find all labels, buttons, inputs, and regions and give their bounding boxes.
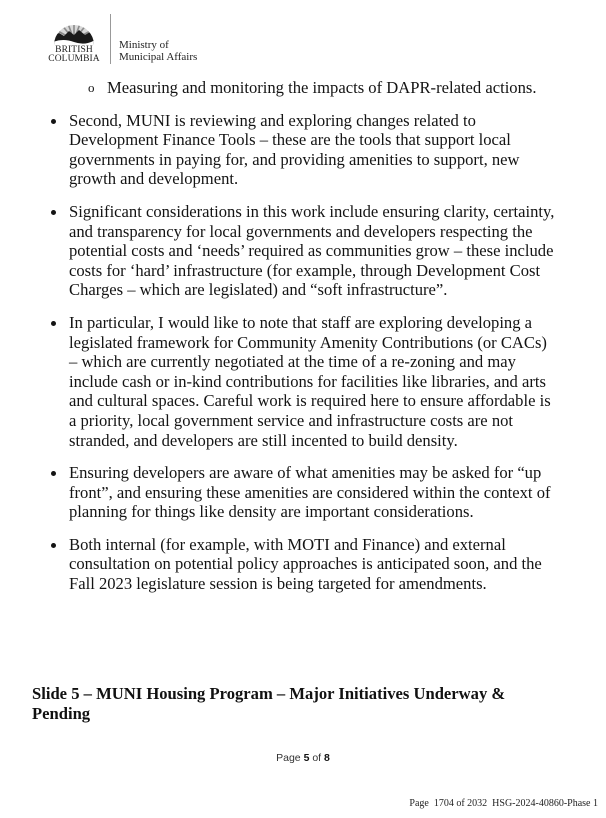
section-heading: Slide 5 – MUNI Housing Program – Major Initiatives Underway & Pending [32, 684, 506, 723]
document-body [0, 78, 606, 594]
bullet-dot-icon [51, 321, 56, 326]
page-total: 8 [324, 752, 330, 764]
bc-wordmark-british: BRITISH [55, 45, 93, 55]
bullet-dot-icon [51, 543, 56, 548]
page-label: Page [276, 752, 301, 764]
bc-government-logo [46, 14, 197, 64]
logo-divider [110, 14, 111, 64]
bullet-dot-icon [51, 119, 56, 124]
bc-logo-mark [46, 18, 102, 64]
hollow-circle-bullet-icon: o [88, 80, 95, 95]
page-of: of [312, 752, 322, 764]
bullet-item [69, 111, 559, 189]
sub-bullet-item [88, 78, 547, 98]
ministry-name [119, 39, 197, 64]
bullet-item [69, 313, 559, 450]
sub-bullet-text: Measuring and monitoring the impacts of DAPR-related actions. [107, 78, 537, 97]
bullet-text: Second, MUNI is reviewing and exploring changes related to Development Finance Tools – these are the tools that support local governments in paying for, and providing amenities to support, new growth and development. [69, 110, 520, 189]
bullet-item [69, 202, 559, 300]
bc-wordmark-columbia: COLUMBIA [48, 54, 100, 64]
bullet-item [69, 535, 559, 594]
ministry-line-2: Municipal Affairs [119, 51, 198, 63]
bullet-item [69, 463, 559, 522]
page-current: 5 [303, 752, 310, 764]
bullet-text: Significant considerations in this work include ensuring clarity, certainty, and transparency for local governments and developers respecting the potential costs and ‘needs’ required as communities grow – these include costs for ‘hard’ infrastructure (for example, through Development Cost Charges – which are legislated) and “soft infrastructure”. [69, 201, 555, 300]
bullet-dot-icon [51, 210, 56, 215]
bullet-text: Both internal (for example, with MOTI and Finance) and external consultation on potential policy approaches is anticipated soon, and the Fall 2023 legislature session is being targeted for amendments. [69, 534, 542, 594]
bullet-dot-icon [51, 471, 56, 476]
bullet-text: Ensuring developers are aware of what amenities may be asked for “up front”, and ensuring these amenities are considered within the context of planning for things like density are important considerations. [69, 463, 551, 522]
bc-sun-mountains-icon [53, 18, 95, 46]
bullet-text: In particular, I would like to note that staff are exploring developing a legislated framework for Community Amenity Contributions (or CACs) – which are currently negotiated at the time of a re-zoning and may include cash or in-kind contributions for facilities like libraries, and arts and cultural spaces. Careful work is required here to ensure affordable is a priority, local government service and infrastructure costs are not stranded, and developers are still incented to build density. [69, 312, 551, 450]
ministry-line-1: Ministry of [119, 39, 169, 51]
page-number [0, 752, 606, 764]
document-stamp: Page 1704 of 2032 HSG-2024-40860-Phase 1 [409, 798, 598, 809]
